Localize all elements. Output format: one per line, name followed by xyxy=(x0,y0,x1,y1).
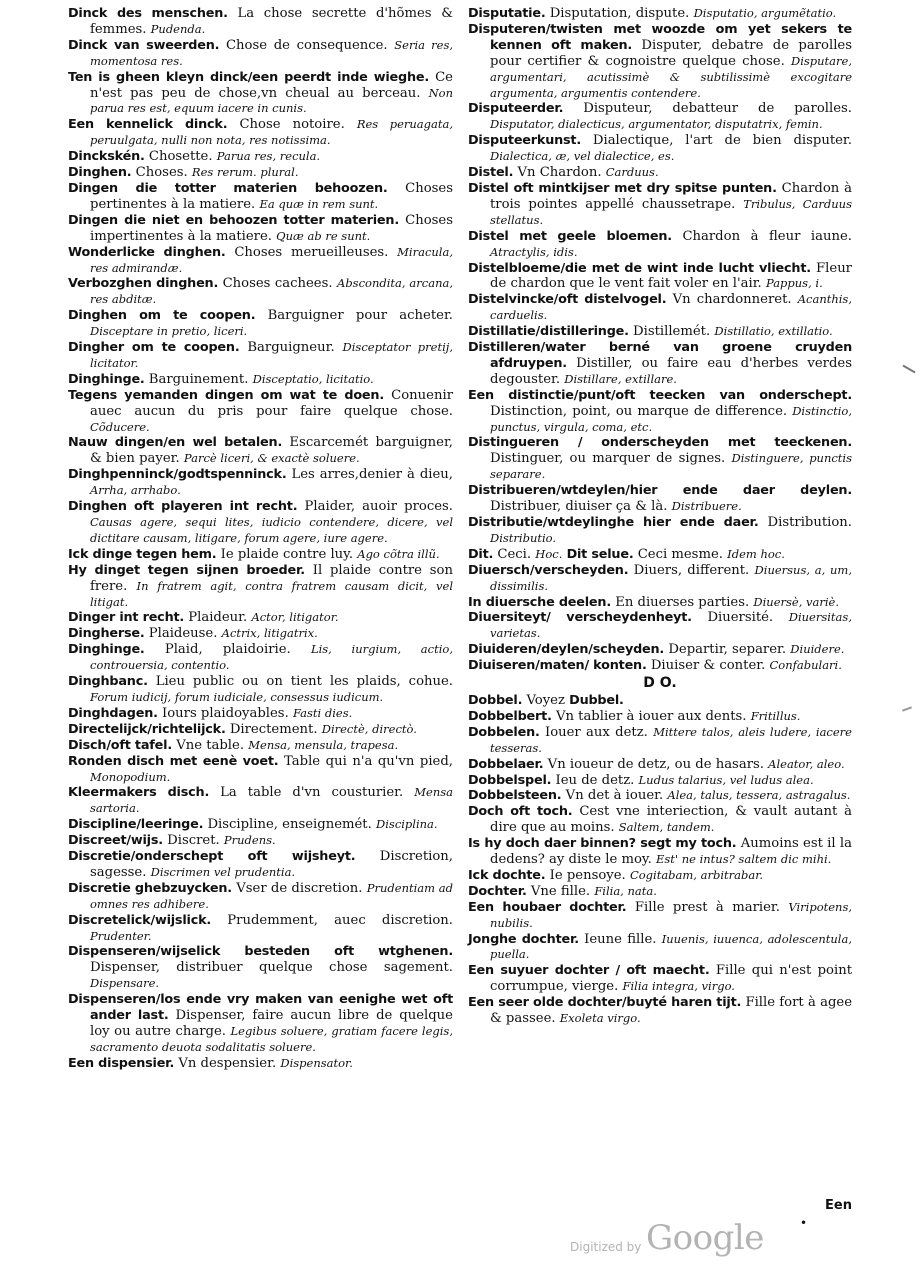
entry-latin: Alea, talus, tessera, astragalus. xyxy=(667,788,851,803)
dictionary-entry xyxy=(68,213,453,245)
entry-french: Chardon à trois pointes appellé chaussetrape. xyxy=(490,180,852,212)
entry-headword: Dinck des menschen. xyxy=(68,6,228,21)
dictionary-entry xyxy=(468,324,852,340)
entry-headword: Disputatie. xyxy=(468,6,546,21)
entry-headword: Distel met geele bloemen. xyxy=(468,228,672,244)
entry-headword: Een houbaer dochter. xyxy=(468,899,627,915)
entry-latin: Pudenda. xyxy=(150,21,206,36)
entry-headword: Dinghen. xyxy=(68,165,132,181)
entry-french: Vn tablier à iouer aux dents. xyxy=(555,708,747,724)
entry-headword: Dobbelspel. xyxy=(468,772,552,788)
entry-french: Vne table. xyxy=(176,737,245,753)
dictionary-entry xyxy=(468,340,852,388)
entry-latin: Actrix, litigatrix. xyxy=(221,626,318,641)
entry-latin: Acanthis, carduelis. xyxy=(490,292,852,323)
dictionary-entry xyxy=(68,642,453,674)
dictionary-entry xyxy=(468,595,852,611)
entry-latin: Disceptare in pretio, liceri. xyxy=(90,324,248,339)
entry-latin: Mensa sartoria. xyxy=(90,785,453,816)
entry-latin: Filia integra, virgo. xyxy=(622,979,735,994)
entry-headword: Verbozghen dinghen. xyxy=(68,276,219,292)
entry-latin: Cogitabam, arbitrabar. xyxy=(629,867,764,882)
entry-latin: Hoc. xyxy=(535,546,563,561)
entry-headword: Dispenseren/los ende vry maken van eenighe wet oft ander last. xyxy=(68,992,453,1024)
dictionary-entry xyxy=(68,849,453,881)
dictionary-entry xyxy=(68,340,453,372)
dictionary-entry xyxy=(468,261,852,293)
entry-headword: Distelbloeme/die met de wint inde lucht vliecht. xyxy=(468,260,811,276)
dictionary-entry xyxy=(468,483,852,515)
entry-latin: Parua res, recula. xyxy=(216,149,321,164)
entry-french: Distillemét. xyxy=(633,324,711,340)
dictionary-entry xyxy=(68,467,453,499)
entry-headword: Ick dochte. xyxy=(468,867,546,883)
entry-french: Aumoins est il la dedens? ay diste le moy. xyxy=(490,836,852,868)
entry-french: Plaideuse. xyxy=(148,626,218,642)
entry-headword: Dinghbanc. xyxy=(68,674,148,690)
dictionary-entry xyxy=(68,913,453,945)
google-logo: Google xyxy=(646,1218,764,1258)
margin-mark xyxy=(902,365,915,374)
dictionary-entry xyxy=(68,738,453,754)
entry-latin: Disputator, dialecticus, argumentator, disputatrix, femin. xyxy=(490,117,823,132)
entry-headword: Dobbelsteen. xyxy=(468,788,562,804)
entry-latin: Ea quæ in rem sunt. xyxy=(259,196,379,211)
page-mark: • xyxy=(800,1216,808,1230)
entry-french: Directement. xyxy=(229,721,318,737)
entry-headword: Dinckskén. xyxy=(68,149,145,165)
dictionary-entry xyxy=(68,181,453,213)
entry-french: Discret. xyxy=(167,833,220,849)
entry-french: Distribuer, diuiser ça & là. xyxy=(490,499,668,515)
dictionary-entry xyxy=(68,706,453,722)
entry-latin: Disceptatio, licitatio. xyxy=(252,371,374,386)
entry-headword: Directelijck/richtelijck. xyxy=(68,721,226,737)
entry-french: Disputeur, debatteur de parolles. xyxy=(583,101,852,117)
entry-latin: Res rerum. plural. xyxy=(191,165,299,180)
dictionary-entry xyxy=(68,149,453,165)
entry-headword: Diuersch/verscheyden. xyxy=(468,562,629,578)
entry-latin: Tribulus, Carduus stellatus. xyxy=(490,196,852,227)
dictionary-entry xyxy=(468,963,852,995)
entry-headword: Distelvincke/oft distelvogel. xyxy=(468,292,667,308)
entry-headword: Dinghen oft playeren int recht. xyxy=(68,499,298,515)
entry-french: Il plaide contre son frere. xyxy=(90,562,453,594)
entry-latin: Diuersè, variè. xyxy=(753,594,840,609)
entry-latin: Carduus. xyxy=(605,165,659,180)
entry-latin: Disciplina. xyxy=(376,817,438,832)
entry-headword: Disputeerkunst. xyxy=(468,133,582,149)
entry-headword: Nauw dingen/en wel betalen. xyxy=(68,435,283,451)
entry-french: Plaider, auoir proces. xyxy=(304,499,453,515)
entry-headword: Is hy doch daer binnen? segt my toch. xyxy=(468,836,737,852)
dictionary-entry xyxy=(468,229,852,261)
entry-french: Distinguer, ou marquer de signes. xyxy=(490,451,726,467)
entry-french: Chosette. xyxy=(148,149,213,165)
dictionary-entry xyxy=(468,709,852,725)
entry-french: Plaideur. xyxy=(188,610,248,626)
entry-headword: Dobbel. xyxy=(468,692,523,708)
entry-french: Fille qui n'est point corrumpue, vierge. xyxy=(490,963,852,995)
entry-headword: Kleermakers disch. xyxy=(68,785,210,801)
entry-french: Diuersité. xyxy=(707,610,774,626)
entry-headword: Tegens yemanden dingen om wat te doen. xyxy=(68,387,384,403)
dictionary-entry xyxy=(68,785,453,817)
entry-headword: Ten is gheen kleyn dinck/een peerdt inde wieghe. xyxy=(68,69,430,85)
dictionary-entry xyxy=(468,642,852,658)
dictionary-entry xyxy=(468,773,852,789)
entry-latin: Distribuere. xyxy=(671,499,742,514)
entry-headword: Dinghpenninck/godtspenninck. xyxy=(68,467,287,483)
entry-headword: Distilleren/water berné van groene cruyden afdruypen. xyxy=(468,340,852,371)
entry-french: Lieu public ou on tient les plaids, cohue. xyxy=(155,674,453,690)
entry-latin: Quæ ab re sunt. xyxy=(276,228,371,243)
entry-latin: Disceptator pretij, licitator. xyxy=(90,340,453,370)
catchword: Een xyxy=(825,1198,852,1213)
entry-french: Escarcemét barguigner, & bien payer. xyxy=(90,435,453,467)
entry-headword: Dubbel. xyxy=(569,692,624,708)
dictionary-entry xyxy=(68,722,453,738)
entry-french: Cest vne interiection, & vault autant à dire que au moins. xyxy=(490,804,852,836)
entry-french: Ceci mesme. xyxy=(637,546,723,562)
entry-french: Chose notoire. xyxy=(239,117,345,133)
entry-latin: Confabulari. xyxy=(769,658,842,673)
entry-headword: Dinghdagen. xyxy=(68,705,158,721)
entry-headword: Wonderlicke dinghen. xyxy=(68,244,226,260)
entry-latin: Abscondita, arcana, res abditæ. xyxy=(90,276,453,307)
entry-latin: Filia, nata. xyxy=(594,883,657,898)
entry-latin: Fritillus. xyxy=(750,708,801,723)
entry-latin: Seria res, momentosa res. xyxy=(90,37,453,68)
entry-headword: Diuiseren/maten/ konten. xyxy=(468,658,647,674)
left-column xyxy=(68,6,453,1072)
dictionary-entry xyxy=(68,308,453,340)
dictionary-entry xyxy=(468,547,852,563)
right-column xyxy=(468,6,852,1027)
dictionary-entry xyxy=(468,6,852,22)
dictionary-entry xyxy=(68,881,453,913)
entry-headword: Een seer olde dochter/buyté haren tijt. xyxy=(468,995,742,1011)
entry-headword: Diuideren/deylen/scheyden. xyxy=(468,642,665,658)
entry-latin: Iuuenis, iuuenca, adolescentula, puella. xyxy=(490,931,852,962)
entry-latin: Ludus talarius, vel ludus alea. xyxy=(638,772,814,787)
entry-latin: Fasti dies. xyxy=(292,705,353,720)
dictionary-entry xyxy=(68,610,453,626)
entry-french: Disputer, debatre de parolles pour certifier & cognoistre quelque chose. xyxy=(490,37,852,69)
entry-headword: Dinghinge. xyxy=(68,642,145,658)
entry-latin: Res peruagata, peruulgata, nulli non nota, res notissima. xyxy=(90,117,453,148)
entry-french: Disputation, dispute. xyxy=(549,6,690,21)
entry-french: Vn ioueur de detz, ou de hasars. xyxy=(547,756,764,772)
entry-headword: Hy dinget tegen sijnen broeder. xyxy=(68,562,305,578)
entry-headword: Discipline/leeringe. xyxy=(68,817,204,833)
dictionary-entry xyxy=(68,388,453,436)
entry-french: Diuers, different. xyxy=(633,562,750,578)
dictionary-entry xyxy=(68,70,453,118)
dictionary-entry xyxy=(468,435,852,483)
dictionary-entry xyxy=(468,22,852,102)
entry-french: Dispenser, faire aucun libre de quelque loy ou autre charge. xyxy=(90,1008,453,1039)
entry-latin: Prudens. xyxy=(223,833,276,848)
entry-headword: Dit selue. xyxy=(566,546,634,562)
entry-latin: Atractylis, idis. xyxy=(490,244,578,259)
entry-latin: Disputare, argumentari, acutissimè & subtilissimè excogitare argumenta, argumentis contendere. xyxy=(490,53,852,100)
entry-french: Ceci. xyxy=(497,546,532,562)
entry-latin: Monopodium. xyxy=(90,769,171,784)
entry-headword: Dinger int recht. xyxy=(68,610,185,626)
entry-headword: Dinck van sweerden. xyxy=(68,37,220,53)
entry-french: Distiller, ou faire eau d'herbes verdes degouster. xyxy=(490,355,852,387)
entry-headword: Distribueren/wtdeylen/hier ende daer deylen. xyxy=(468,483,852,499)
dictionary-entry xyxy=(68,547,453,563)
entry-latin: Saltem, tandem. xyxy=(618,820,715,835)
entry-french: Distribution. xyxy=(767,515,852,530)
dictionary-entry xyxy=(468,804,852,836)
entry-latin: Diuersus, a, um, dissimilis. xyxy=(490,562,852,593)
margin-mark xyxy=(902,706,912,711)
entry-french: La table d'vn cousturier. xyxy=(220,785,404,801)
entry-french: Barguinement. xyxy=(148,371,249,387)
entry-latin: Dispensare. xyxy=(90,976,160,991)
entry-headword: Dinghinge. xyxy=(68,371,145,387)
entry-headword: Disch/oft tafel. xyxy=(68,737,172,753)
entry-headword: Distillatie/distilleringe. xyxy=(468,324,629,340)
entry-french: Vser de discretion. xyxy=(236,880,363,896)
entry-headword: Dingherse. xyxy=(68,626,145,642)
entry-french: En diuerses parties. xyxy=(615,594,750,610)
entry-latin: Cõducere. xyxy=(90,419,150,434)
dictionary-entry xyxy=(468,995,852,1027)
dictionary-entry xyxy=(468,101,852,133)
dictionary-entry xyxy=(68,754,453,786)
entry-french: Discipline, enseignemét. xyxy=(207,817,372,833)
entry-french: Vn despensier. xyxy=(178,1055,277,1071)
entry-latin: Distillatio, extillatio. xyxy=(714,324,833,339)
entry-latin: Causas agere, sequi lites, iudicio contendere, dicere, vel dictitare causam, litigare, forum agere, iure agere. xyxy=(90,515,453,545)
dictionary-entry xyxy=(68,992,453,1056)
entry-french: Ieune fille. xyxy=(584,931,657,947)
entry-latin: Dialectica, æ, vel dialectice, es. xyxy=(490,149,675,164)
entry-latin: Discrimen vel prudentia. xyxy=(150,864,296,879)
entry-french: Les arres,denier à dieu, xyxy=(291,467,453,483)
dictionary-entry xyxy=(68,674,453,706)
entry-french: Vn chardonneret. xyxy=(672,292,792,308)
entry-french: Voyez xyxy=(526,692,565,708)
dictionary-entry xyxy=(68,499,453,547)
entry-headword: Jonghe dochter. xyxy=(468,931,579,947)
entry-latin: Ago cõtra illũ. xyxy=(357,546,440,561)
dictionary-entry xyxy=(468,693,852,709)
entry-headword: Diuersiteyt/ verscheydenheyt. xyxy=(468,610,692,626)
dictionary-entry xyxy=(468,932,852,964)
entry-headword: Een distinctie/punt/oft teecken van onderschept. xyxy=(468,387,852,403)
entry-french: Prudemment, auec discretion. xyxy=(227,912,453,928)
dictionary-entry xyxy=(68,1056,453,1072)
entry-french: Table qui n'a qu'vn pied, xyxy=(284,753,453,769)
entry-latin: Idem hoc. xyxy=(727,546,785,561)
entry-latin: Aleator, aleo. xyxy=(768,756,845,771)
entry-latin: Parcè liceri, & exactè soluere. xyxy=(183,451,360,466)
entry-headword: Dinghen om te coopen. xyxy=(68,308,256,324)
dictionary-entry xyxy=(68,6,453,38)
entry-latin: Diuidere. xyxy=(790,642,845,657)
entry-headword: Dobbelaer. xyxy=(468,756,544,772)
dictionary-entry xyxy=(468,292,852,324)
entry-french: Conuenir auec aucun du pris pour faire quelque chose. xyxy=(90,387,453,419)
entry-french: Iouer aux detz. xyxy=(544,724,648,740)
entry-headword: Dingen die totter materien behoozen. xyxy=(68,180,388,196)
dictionary-entry xyxy=(468,388,852,436)
entry-french: Choses cachees. xyxy=(222,276,333,292)
entry-headword: Dispenseren/wijselick besteden oft wtghenen. xyxy=(68,944,453,960)
entry-french: Choses. xyxy=(135,165,188,181)
entry-french: Barguigneur. xyxy=(247,340,335,356)
entry-french: Departir, separer. xyxy=(668,642,787,658)
entry-french: Ieu de detz. xyxy=(555,772,635,788)
dictionary-entry xyxy=(68,563,453,611)
entry-headword: Discretie/onderschept oft wijsheyt. xyxy=(68,849,356,865)
entry-headword: Dingher om te coopen. xyxy=(68,340,240,356)
entry-french: Barguigner pour acheter. xyxy=(267,308,453,324)
dictionary-entry xyxy=(468,884,852,900)
entry-french: Choses impertinentes à la matiere. xyxy=(90,212,453,244)
digitization-watermark xyxy=(560,1210,922,1270)
entry-headword: Dochter. xyxy=(468,883,527,899)
entry-latin: Viripotens, nubilis. xyxy=(490,899,853,930)
entry-headword: Distel. xyxy=(468,165,514,181)
entry-headword: Ronden disch met eenè voet. xyxy=(68,753,279,769)
entry-headword: Een suyuer dochter / oft maecht. xyxy=(468,963,710,979)
dictionary-entry xyxy=(468,836,852,868)
entry-french: Vn Chardon. xyxy=(517,165,602,181)
dictionary-entry xyxy=(468,788,852,804)
dictionary-entry xyxy=(68,245,453,277)
entry-latin: Disputatio, argumẽtatio. xyxy=(693,6,837,20)
entry-french: Plaid, plaidoirie. xyxy=(164,642,291,658)
entry-latin: Forum iudicij, forum iudiciale, consessus iudicum. xyxy=(90,689,384,704)
entry-french: Ce n'est pas peu de chose,vn cheual au berceau. xyxy=(90,69,453,101)
dictionary-entry xyxy=(468,133,852,165)
entry-latin: Lis, iurgium, actio, controuersia, contentio. xyxy=(90,642,453,673)
entry-headword: Een kennelick dinck. xyxy=(68,117,228,133)
entry-french: Discretion, sagesse. xyxy=(90,849,453,880)
entry-latin: Distinctio, punctus, virgula, coma, etc. xyxy=(490,403,853,434)
entry-headword: Dingen die niet en behoozen totter materien. xyxy=(68,212,399,228)
entry-french: Fille fort à agee & passee. xyxy=(490,995,852,1027)
entry-french: La chose secrette d'hõmes & femmes. xyxy=(90,6,453,37)
entry-french: Dispenser, distribuer quelque chose sagement. xyxy=(90,960,453,976)
entry-latin: Directè, directò. xyxy=(321,721,417,736)
entry-french: Ie plaide contre luy. xyxy=(220,546,354,562)
entry-latin: Mensa, mensula, trapesa. xyxy=(248,737,399,752)
entry-latin: Distillare, extillare. xyxy=(564,371,677,386)
dictionary-entry xyxy=(68,117,453,149)
entry-french: Dialectique, l'art de bien disputer. xyxy=(592,133,852,149)
section-heading: D O. xyxy=(643,675,677,692)
entry-latin: Diuersitas, varietas. xyxy=(490,610,852,641)
dictionary-entry xyxy=(68,626,453,642)
entry-french: Choses pertinentes à la matiere. xyxy=(90,180,453,212)
dictionary-entry xyxy=(468,610,852,642)
entry-headword: Distel oft mintkijser met dry spitse punten. xyxy=(468,180,777,196)
dictionary-entry xyxy=(468,658,852,674)
entry-french: Fleur de chardon que le vent fait voler en l'air. xyxy=(490,260,852,292)
entry-headword: Dobbelen. xyxy=(468,724,540,740)
entry-headword: Distingueren / onderscheyden met teeckenen. xyxy=(468,435,852,451)
entry-french: Fille prest à marier. xyxy=(634,899,780,915)
entry-headword: Dobbelbert. xyxy=(468,708,552,724)
entry-latin: Miracula, res admirandæ. xyxy=(90,244,453,275)
entry-french: Choses merueilleuses. xyxy=(234,244,389,260)
entry-headword: Disputeerder. xyxy=(468,101,564,117)
entry-headword: Discreet/wijs. xyxy=(68,833,163,849)
dictionary-entry xyxy=(68,38,453,70)
entry-latin: Exoleta virgo. xyxy=(559,1011,641,1026)
entry-french: Vn det à iouer. xyxy=(565,788,664,804)
entry-latin: Prudentiam ad omnes res adhibere. xyxy=(90,880,453,911)
dictionary-entry xyxy=(68,435,453,467)
dictionary-entry xyxy=(468,563,852,595)
entry-headword: Ick dinge tegen hem. xyxy=(68,546,217,562)
entry-latin: Legibus soluere, gratiam facere legis, sacramento deuota sodalitatis soluere. xyxy=(90,1024,453,1054)
entry-french: Chose de consequence. xyxy=(225,37,388,53)
entry-latin: Distinguere, punctis separare. xyxy=(490,451,853,482)
entry-latin: Distributio. xyxy=(490,530,557,545)
entry-french: Diuiser & conter. xyxy=(650,658,766,674)
entry-latin: Est' ne intus? saltem dic mihi. xyxy=(656,852,832,867)
entry-headword: Distributie/wtdeylinghe hier ende daer. xyxy=(468,515,759,530)
dictionary-entry xyxy=(468,868,852,884)
dictionary-entry xyxy=(68,276,453,308)
entry-headword: In diuersche deelen. xyxy=(468,594,611,610)
entry-headword: Dit. xyxy=(468,546,494,562)
dictionary-entry xyxy=(68,833,453,849)
entry-french: Ie pensoye. xyxy=(549,867,626,883)
digitized-by-label: Digitized by xyxy=(570,1240,642,1254)
dictionary-entry xyxy=(68,944,453,992)
dictionary-entry xyxy=(68,817,453,833)
dictionary-entry xyxy=(468,515,852,547)
entry-headword: Disputeren/twisten met woozde om yet sekers te kennen oft maken. xyxy=(468,21,852,53)
entry-latin: Pappus, i. xyxy=(765,276,823,291)
entry-french: Chardon à fleur iaune. xyxy=(682,228,852,244)
entry-french: Distinction, point, ou marque de difference. xyxy=(490,403,788,419)
dictionary-entry xyxy=(68,165,453,181)
dictionary-entry xyxy=(468,181,852,229)
entry-headword: Discretie ghebzuycken. xyxy=(68,880,232,896)
entry-latin: Non parua res est, equum iacere in cunis. xyxy=(90,85,453,116)
entry-latin: Mittere talos, aleis ludere, iacere tesseras. xyxy=(490,724,852,755)
entry-latin: Prudenter. xyxy=(90,928,152,943)
entry-headword: Doch oft toch. xyxy=(468,804,573,820)
dictionary-entry xyxy=(468,725,852,757)
entry-latin: Actor, litigator. xyxy=(251,610,339,625)
dictionary-entry xyxy=(68,372,453,388)
entry-headword: Discretelick/wijslick. xyxy=(68,912,212,928)
entry-latin: In fratrem agit, contra fratrem causam dicit, vel litigat. xyxy=(90,578,453,609)
dictionary-entry xyxy=(468,757,852,773)
entry-french: Iours plaidoyables. xyxy=(162,705,289,721)
entry-headword: Een dispensier. xyxy=(68,1055,175,1071)
entry-latin: Dispensator. xyxy=(280,1055,353,1070)
dictionary-entry xyxy=(468,165,852,181)
entry-french: Vne fille. xyxy=(530,883,591,899)
dictionary-entry xyxy=(468,900,852,932)
entry-latin: Arrha, arrhabo. xyxy=(90,483,181,498)
